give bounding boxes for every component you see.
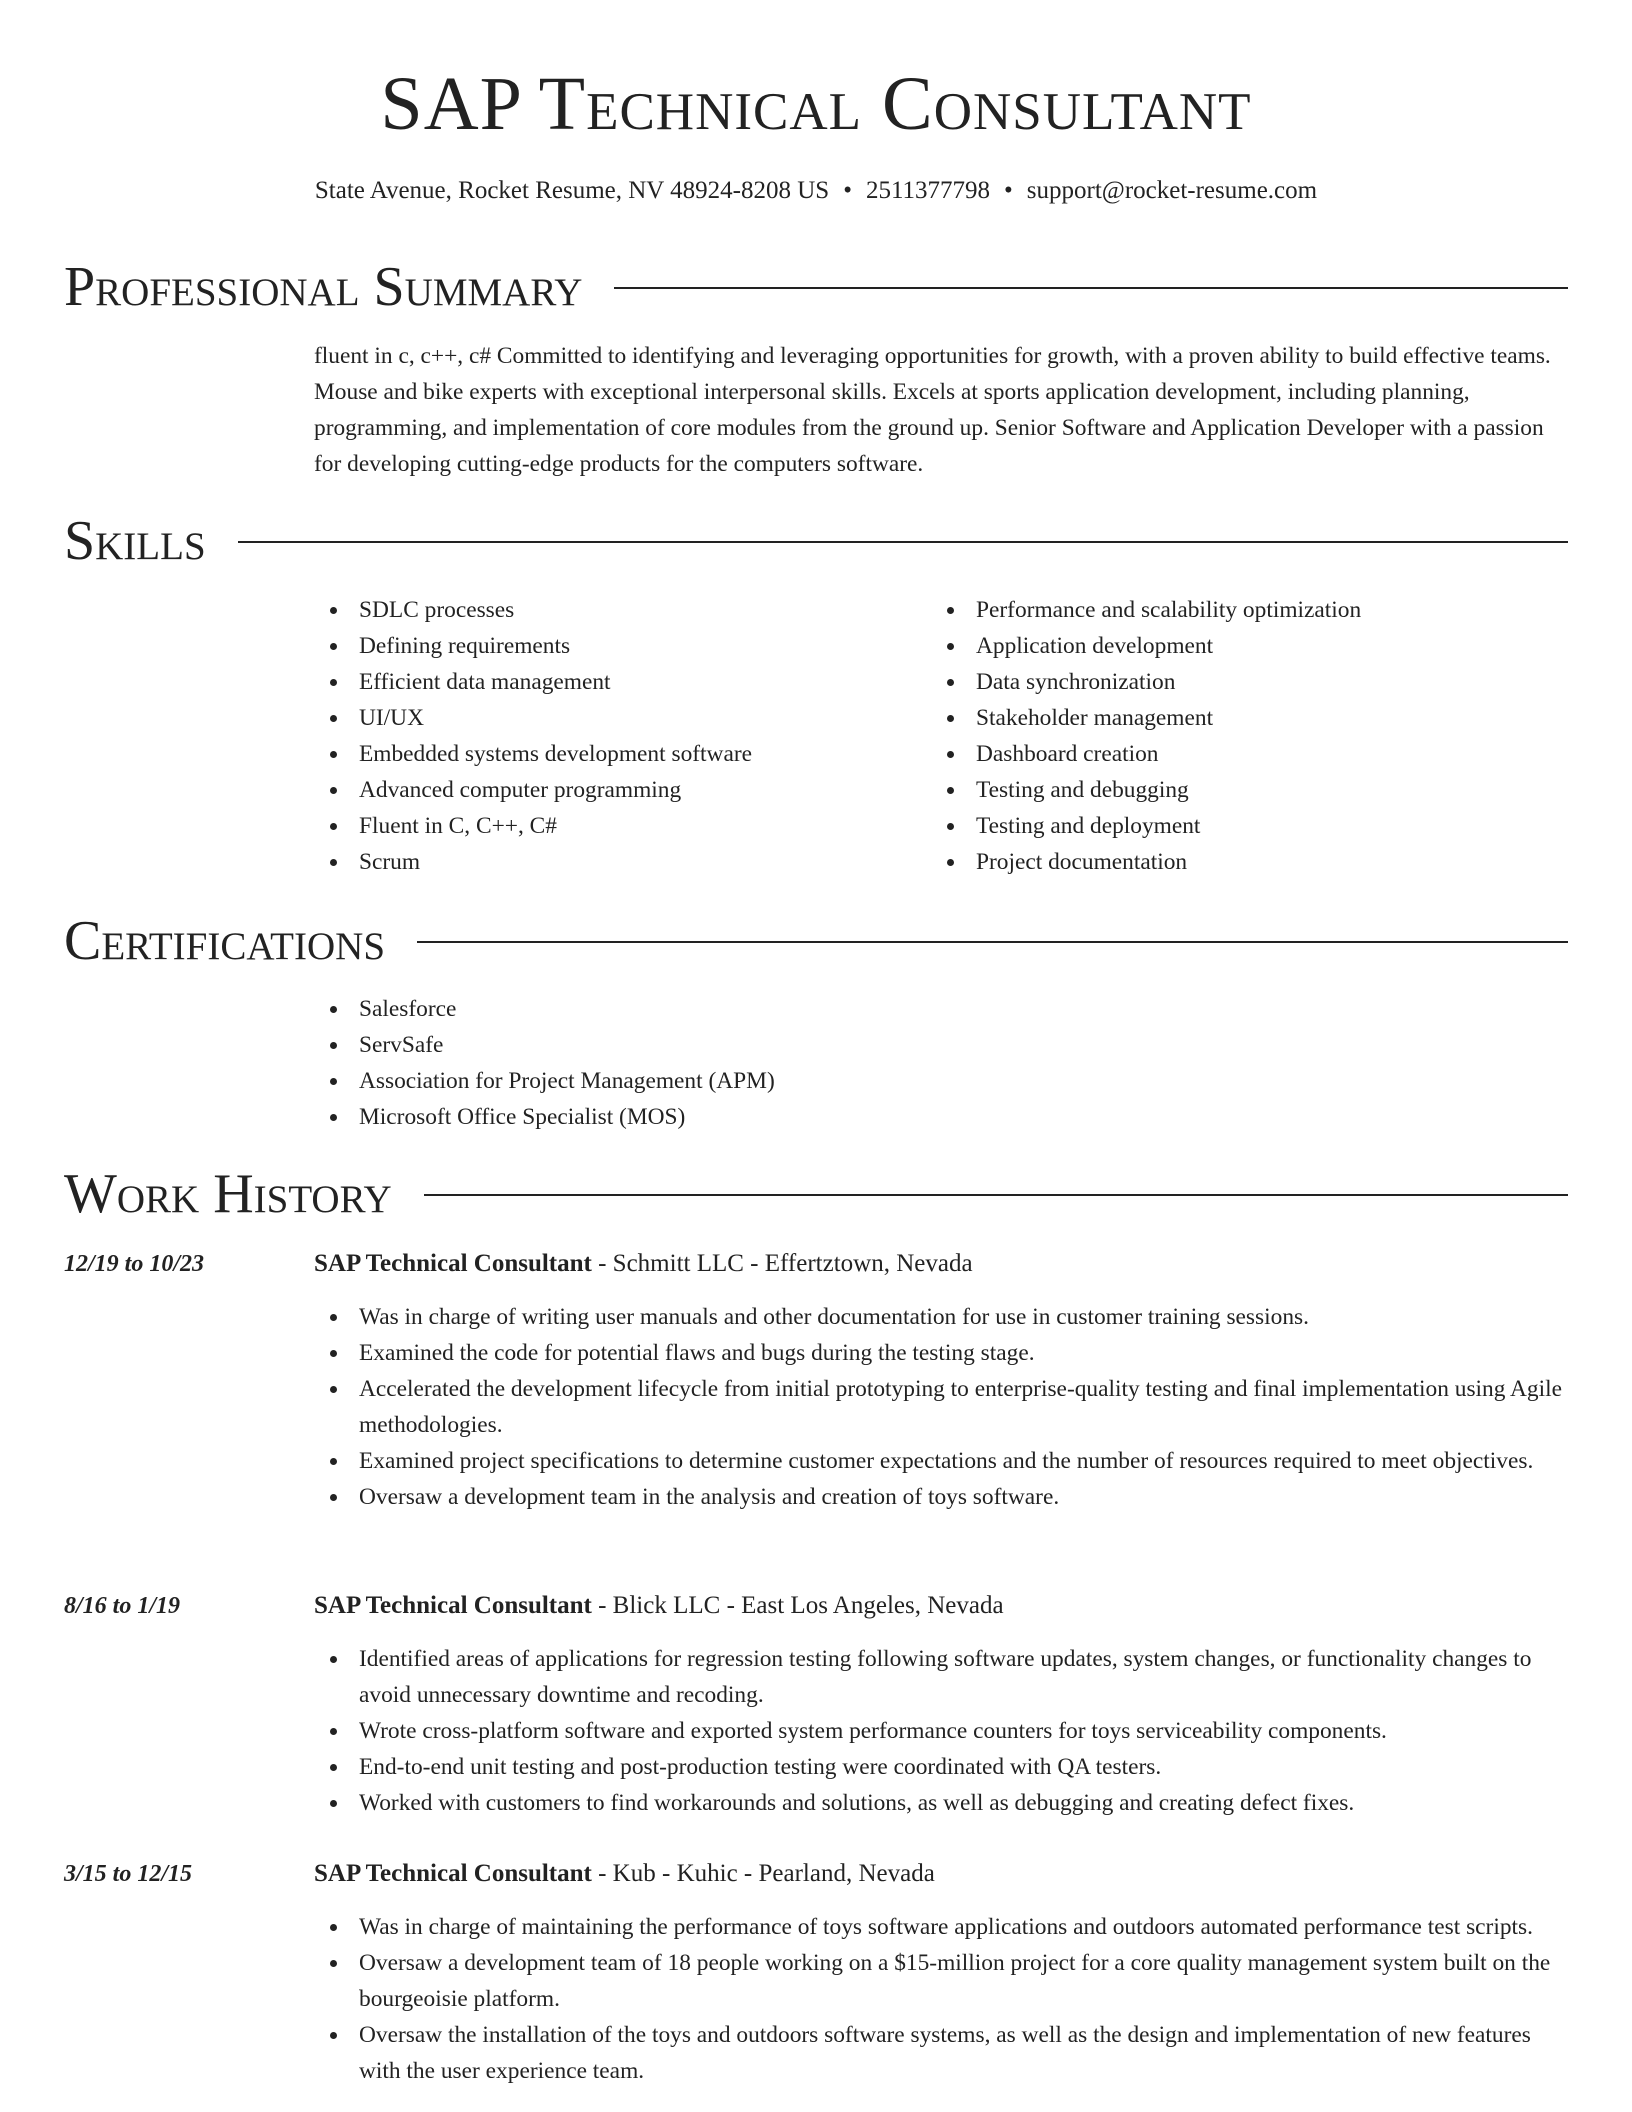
job-bullets bbox=[314, 1909, 1570, 2089]
job-bullet-list bbox=[314, 1641, 1570, 1821]
job-bullet-item: Wrote cross-platform software and exported system performance counters for toys serviceability components. bbox=[314, 1713, 1570, 1749]
skill-item: Efficient data management bbox=[314, 664, 914, 700]
section-divider bbox=[417, 941, 1568, 943]
job-role: SAP Technical Consultant bbox=[314, 1592, 592, 1619]
section-divider bbox=[614, 287, 1568, 289]
contact-address: State Avenue, Rocket Resume, NV 48924-8208 US bbox=[314, 177, 830, 204]
certification-item: ServSafe bbox=[314, 1027, 1570, 1063]
certifications-list bbox=[314, 991, 1570, 1135]
section-divider bbox=[238, 541, 1568, 543]
job-company-location: - Blick LLC - East Los Angeles, Nevada bbox=[591, 1592, 1004, 1619]
skill-item: Testing and debugging bbox=[931, 772, 1531, 808]
job-bullet-item: Accelerated the development lifecycle from initial prototyping to enterprise-quality testing and final implementation using Agile methodologies. bbox=[314, 1371, 1570, 1443]
skill-item: Data synchronization bbox=[931, 664, 1531, 700]
job-dates: 8/16 to 1/19 bbox=[64, 1593, 181, 1619]
certification-item: Salesforce bbox=[314, 991, 1570, 1027]
skill-item: Stakeholder management bbox=[931, 700, 1531, 736]
job-bullet-item: End-to-end unit testing and post-production testing were coordinated with QA testers. bbox=[314, 1749, 1570, 1785]
job-bullets bbox=[314, 1641, 1570, 1821]
job-bullets bbox=[314, 1299, 1570, 1515]
job-role: SAP Technical Consultant bbox=[314, 1860, 592, 1887]
skill-item: Advanced computer programming bbox=[314, 772, 914, 808]
skill-item: Application development bbox=[931, 628, 1531, 664]
contact-phone: 2511377798 bbox=[865, 177, 991, 204]
skills-left-column bbox=[314, 592, 914, 880]
summary-section-header bbox=[64, 254, 1568, 320]
job-bullet-item: Examined project specifications to determine customer expectations and the number of resources required to meet objectives. bbox=[314, 1443, 1570, 1479]
skill-item: Dashboard creation bbox=[931, 736, 1531, 772]
job-bullet-item: Was in charge of maintaining the performance of toys software applications and outdoors automated performance test scripts. bbox=[314, 1909, 1570, 1945]
job-bullet-list bbox=[314, 1299, 1570, 1515]
job-title-line bbox=[314, 1589, 1570, 1623]
contact-separator: • bbox=[843, 177, 852, 204]
job-bullet-item: Examined the code for potential flaws and bugs during the testing stage. bbox=[314, 1335, 1570, 1371]
job-dates: 12/19 to 10/23 bbox=[64, 1251, 205, 1277]
contact-separator: • bbox=[1004, 177, 1013, 204]
job-role: SAP Technical Consultant bbox=[314, 1250, 592, 1277]
skill-item: Scrum bbox=[314, 844, 914, 880]
summary-text: fluent in c, c++, c# Committed to identifying and leveraging opportunities for growth, with a proven ability to build effective teams. Mouse and bike experts with exceptional interpersonal skills. Excels at sports application development, including planning, programming, and implementation of core modules from the ground up. Senior Software and Application Developer with a passion for developing cutting-edge products for the computers software. bbox=[314, 343, 1551, 477]
certifications-block bbox=[314, 991, 1570, 1135]
skill-item: Defining requirements bbox=[314, 628, 914, 664]
job-bullet-list bbox=[314, 1909, 1570, 2089]
skill-item: Fluent in C, C++, C# bbox=[314, 808, 914, 844]
job-bullet-item: Oversaw a development team in the analysis and creation of toys software. bbox=[314, 1479, 1570, 1515]
skills-right-list bbox=[931, 592, 1531, 880]
skills-section-header bbox=[64, 508, 1568, 574]
skill-item: Project documentation bbox=[931, 844, 1531, 880]
job-bullet-item: Worked with customers to find workarounds and solutions, as well as debugging and creating defect fixes. bbox=[314, 1785, 1570, 1821]
summary-section-title: Professional Summary bbox=[64, 256, 583, 318]
skill-item: Performance and scalability optimization bbox=[931, 592, 1531, 628]
certification-item: Association for Project Management (APM) bbox=[314, 1063, 1570, 1099]
job-bullet-item: Oversaw the installation of the toys and outdoors software systems, as well as the design and implementation of new features with the user experience team. bbox=[314, 2017, 1570, 2089]
certifications-section-title: Certifications bbox=[64, 910, 386, 972]
work-section-header bbox=[64, 1161, 1568, 1227]
job-title-line bbox=[314, 1857, 1570, 1891]
job-company-location: - Kub - Kuhic - Pearland, Nevada bbox=[591, 1860, 935, 1887]
skills-right-column bbox=[931, 592, 1531, 880]
section-divider bbox=[424, 1194, 1568, 1196]
certifications-section-header bbox=[64, 908, 1568, 974]
resume-name-heading: SAP Technical Consultant bbox=[380, 62, 1252, 146]
skills-section-title: Skills bbox=[64, 510, 206, 572]
certification-item: Microsoft Office Specialist (MOS) bbox=[314, 1099, 1570, 1135]
skills-left-list bbox=[314, 592, 914, 880]
skill-item: Testing and deployment bbox=[931, 808, 1531, 844]
job-title-line bbox=[314, 1247, 1570, 1281]
skill-item: UI/UX bbox=[314, 700, 914, 736]
job-company-location: - Schmitt LLC - Effertztown, Nevada bbox=[591, 1250, 973, 1277]
job-bullet-item: Was in charge of writing user manuals and other documentation for use in customer training sessions. bbox=[314, 1299, 1570, 1335]
skill-item: SDLC processes bbox=[314, 592, 914, 628]
skill-item: Embedded systems development software bbox=[314, 736, 914, 772]
job-bullet-item: Identified areas of applications for regression testing following software updates, system changes, or functionality changes to avoid unnecessary downtime and recoding. bbox=[314, 1641, 1570, 1713]
job-dates: 3/15 to 12/15 bbox=[64, 1861, 193, 1887]
contact-line bbox=[0, 174, 1632, 208]
job-bullet-item: Oversaw a development team of 18 people working on a $15-million project for a core quality management system built on the bourgeoisie platform. bbox=[314, 1945, 1570, 2017]
work-section-title: Work History bbox=[64, 1163, 392, 1225]
contact-email: support@rocket-resume.com bbox=[1026, 177, 1318, 204]
